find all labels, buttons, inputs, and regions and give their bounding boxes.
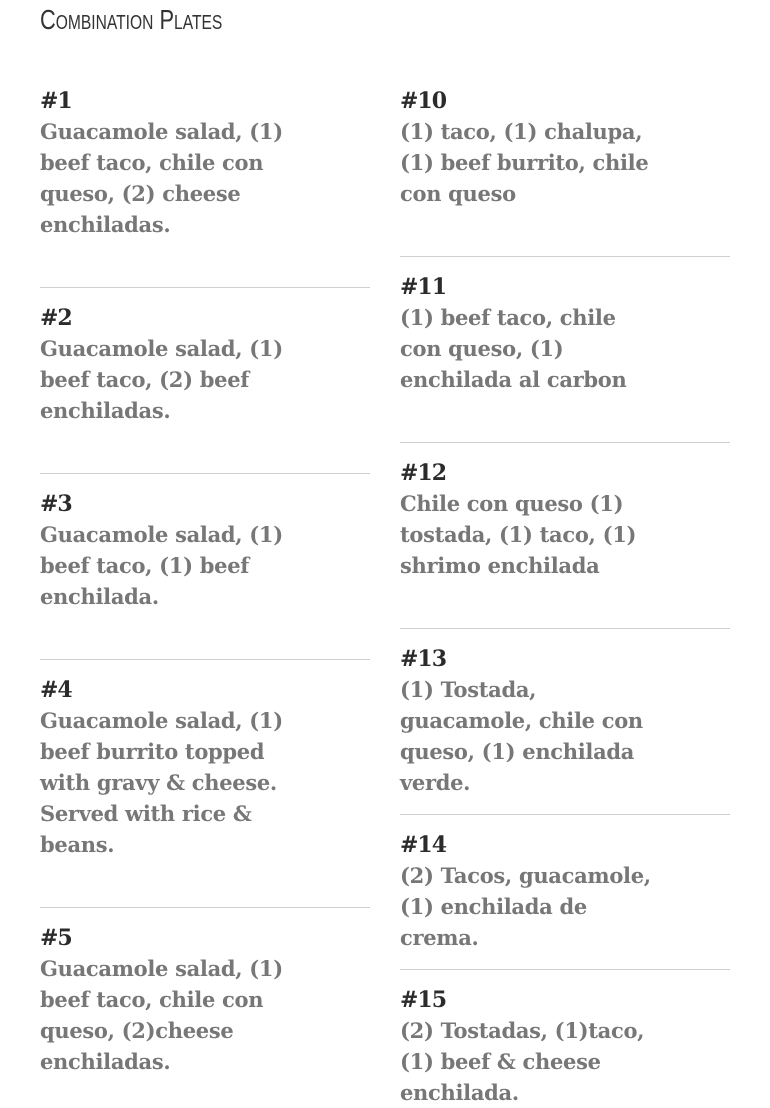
menu-item-12 [400, 458, 730, 581]
menu-item-1 [40, 86, 370, 240]
menu-item-5 [40, 923, 370, 1077]
divider [40, 659, 370, 660]
item-number: #13 [400, 646, 447, 672]
item-number: #11 [400, 274, 447, 300]
item-description: Guacamole salad, (1) beef taco, (1) beef enchilada. [40, 522, 283, 609]
item-description: (2) Tostadas, (1)taco, (1) beef & cheese enchilada. [400, 1018, 645, 1105]
divider [400, 814, 730, 815]
item-number: #15 [400, 987, 447, 1013]
item-number: #2 [40, 305, 72, 331]
item-number: #1 [40, 88, 72, 114]
menu-item-11 [400, 272, 730, 395]
item-number: #4 [40, 677, 72, 703]
divider [40, 907, 370, 908]
item-description: Guacamole salad, (1) beef taco, chile con queso, (2) cheese enchiladas. [40, 119, 283, 237]
divider [400, 256, 730, 257]
menu-item-3 [40, 489, 370, 612]
menu-item-4 [40, 675, 370, 860]
menu-item-2 [40, 303, 370, 426]
item-number: #10 [400, 88, 447, 114]
divider [400, 628, 730, 629]
item-description: (1) beef taco, chile con queso, (1) enchilada al carbon [400, 305, 627, 392]
item-description: Guacamole salad, (1) beef taco, chile con queso, (2)cheese enchiladas. [40, 956, 283, 1074]
item-number: #5 [40, 925, 72, 951]
divider [400, 969, 730, 970]
item-number: #12 [400, 460, 447, 486]
section-title: Combination Plates [40, 4, 223, 35]
item-description: (1) taco, (1) chalupa, (1) beef burrito, chile con queso [400, 119, 649, 206]
divider [40, 473, 370, 474]
menu-item-13 [400, 644, 730, 798]
item-description: Guacamole salad, (1) beef taco, (2) beef enchiladas. [40, 336, 283, 423]
menu-item-14 [400, 830, 730, 953]
item-description: Chile con queso (1) tostada, (1) taco, (1) shrimo enchilada [400, 491, 637, 578]
item-description: Guacamole salad, (1) beef burrito topped with gravy & cheese. Served with rice & beans. [40, 708, 283, 857]
item-number: #3 [40, 491, 72, 517]
item-description: (2) Tacos, guacamole, (1) enchilada de crema. [400, 863, 651, 950]
item-number: #14 [400, 832, 447, 858]
menu-item-10 [400, 86, 730, 209]
item-description: (1) Tostada, guacamole, chile con queso, (1) enchilada verde. [400, 677, 643, 795]
divider [400, 442, 730, 443]
menu-item-15 [400, 985, 730, 1108]
divider [40, 287, 370, 288]
